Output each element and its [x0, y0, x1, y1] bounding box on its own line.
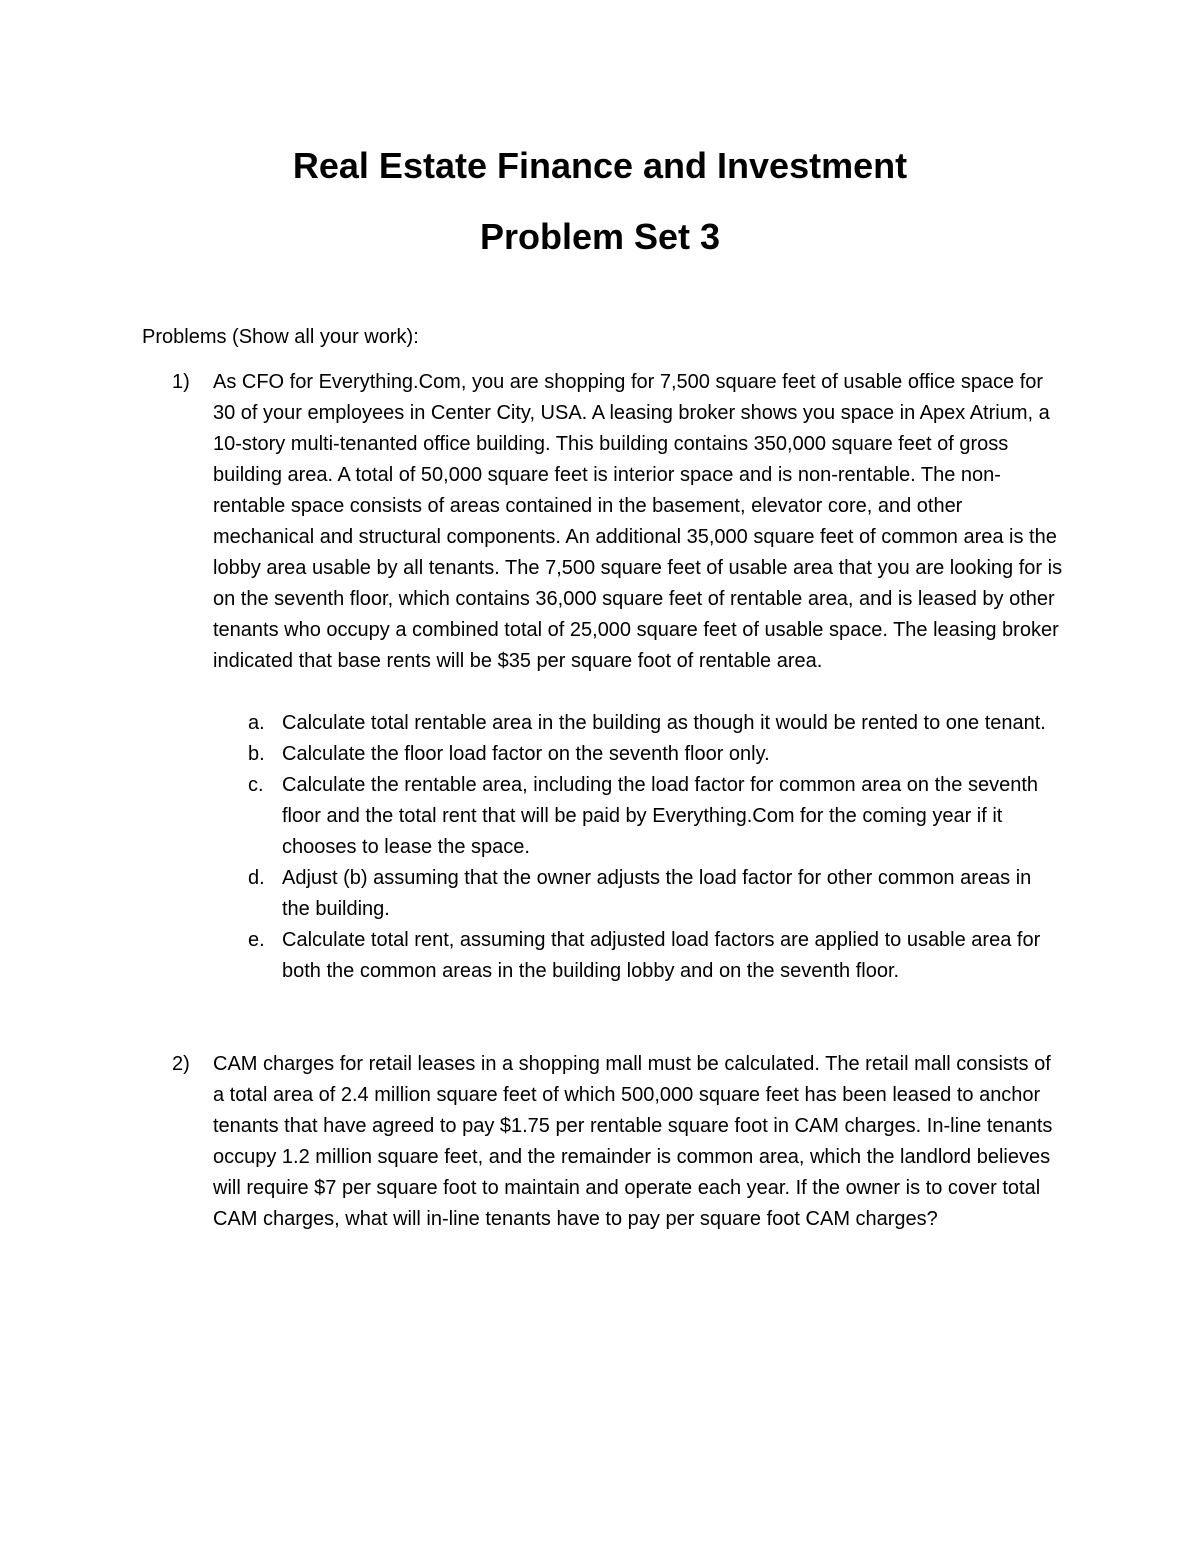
- problem-part-d: [213, 863, 1063, 925]
- part-text: Adjust (b) assuming that the owner adjusts the load factor for other common areas in the building.: [282, 867, 1032, 920]
- problem-part-e: [213, 925, 1063, 987]
- problems-intro: Problems (Show all your work):: [142, 326, 419, 348]
- problem-part-b: [213, 739, 1063, 770]
- problem-part-a: [213, 708, 1063, 739]
- problem-number: 1): [172, 371, 190, 393]
- document-title: Real Estate Finance and Investment: [292, 145, 908, 186]
- problem-text: CAM charges for retail leases in a shopping mall must be calculated. The retail mall consists of a total area of 2.4 million square feet of which 500,000 square feet has been leased to anchor tenants that have agreed to pay $1.75 per rentable square foot in CAM charges. In-line tenants occupy 1.2 million square feet, and the remainder is common area, which the landlord believes will require $7 per square foot to maintain and operate each year. If the owner is to cover total CAM charges, what will in-line tenants have to pay per square foot CAM charges?: [213, 1053, 1053, 1230]
- document-subtitle: Problem Set 3: [479, 216, 721, 257]
- problem-parts-list: [213, 708, 1063, 987]
- part-letter: b.: [248, 743, 265, 765]
- part-letter: a.: [248, 712, 265, 734]
- problem-number: 2): [172, 1053, 190, 1075]
- problem-text: As CFO for Everything.Com, you are shopping for 7,500 square feet of usable office space for 30 of your employees in Center City, USA. A leasing broker shows you space in Apex Atrium, a 10-story multi-tenanted office building. This building contains 350,000 square feet of gross building area. A total of 50,000 square feet is interior space and is non-rentable. The non-rentable space consists of areas contained in the basement, elevator core, and other mechanical and structural components. An additional 35,000 square feet of common area is the lobby area usable by all tenants. The 7,500 square feet of usable area that you are looking for is on the seventh floor, which contains 36,000 square feet of rentable area, and is leased by other tenants who occupy a combined total of 25,000 square feet of usable space. The leasing broker indicated that base rents will be $35 per square foot of rentable area.: [213, 371, 1063, 672]
- part-letter: d.: [248, 867, 265, 889]
- problem-part-c: [213, 770, 1063, 863]
- part-text: Calculate total rent, assuming that adjusted load factors are applied to usable area for both the common areas in the building lobby and on the seventh floor.: [282, 929, 1041, 982]
- part-text: Calculate the rentable area, including the load factor for common area on the seventh floor and the total rent that will be paid by Everything.Com for the coming year if it chooses to lease the space.: [282, 774, 1039, 858]
- part-letter: c.: [248, 774, 264, 796]
- part-text: Calculate the floor load factor on the seventh floor only.: [282, 743, 770, 765]
- part-letter: e.: [248, 929, 265, 951]
- part-text: Calculate total rentable area in the building as though it would be rented to one tenant.: [282, 712, 1046, 734]
